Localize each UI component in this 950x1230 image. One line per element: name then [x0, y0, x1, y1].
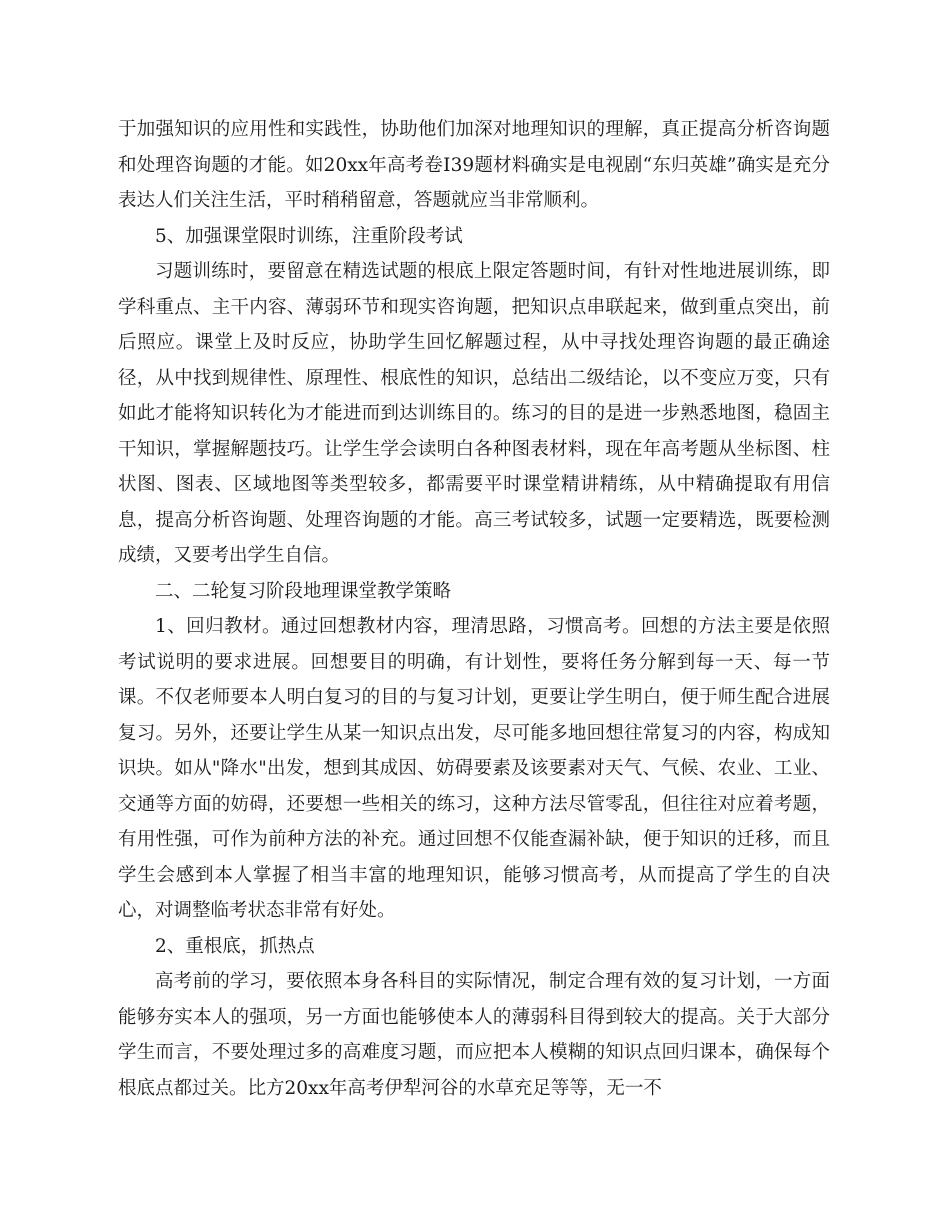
document-body: [118, 112, 830, 1106]
section-heading-5: 5、加强课堂限时训练，注重阶段考试: [155, 225, 463, 247]
section-heading-2: 2、重根底，抓热点: [155, 935, 315, 957]
paragraph-return-to-textbook: 1、回归教材。通过回想教材内容，理清思路，习惯高考。回想的方法主要是依照考试说明的要求进展。回想要目的明确，有计划性，要将任务分解到每一天、每一节课。不仅老师要本人明白复习的目的与复习计划，更要让学生明白，便于师生配合进展复习。另外，还要让学生从某一知识点出发，尽可能多地回想往常复习的内容，构成知识块。如从"降水"出发，想到其成因、妨碍要素及该要素对天气、气候、农业、工业、交通等方面的妨碍，还要想一些相关的练习，这种方法尽管零乱，但往往对应着考题，有用性强，可作为前种方法的补充。通过回想不仅能查漏补缺，便于知识的迁移，而且学生会感到本人掌握了相当丰富的地理知识，能够习惯高考，从而提高了学生的自决心，对调整临考状态非常有好处。: [118, 616, 830, 921]
paragraph-study-plan: 高考前的学习，要依照本身各科目的实际情况，制定合理有效的复习计划，一方面能够夯实本人的强项，另一方面也能够使本人的薄弱科目得到较大的提高。关于大部分学生而言，不要处理过多的高难度习题，而应把本人模糊的知识点回归课本，确保每个根底点都过关。比方20xx年高考伊犁河谷的水草充足等等，无一不: [118, 971, 830, 1099]
paragraph-practice-training: 习题训练时，要留意在精选试题的根底上限定答题时间，有针对性地进展训练，即学科重点、主干内容、薄弱环节和现实咨询题，把知识点串联起来，做到重点突出，前后照应。课堂上及时反应，协助学生回忆解题过程，从中寻找处理咨询题的最正确途径，从中找到规律性、原理性、根底性的知识，总结出二级结论，以不变应万变，只有如此才能将知识转化为才能进而到达训练目的。练习的目的是进一步熟悉地图，稳固主干知识，掌握解题技巧。让学生学会读明白各种图表材料，现在年高考题从坐标图、柱状图、图表、区域地图等类型较多，都需要平时课堂精讲精练，从中精确提取有用信息，提高分析咨询题、处理咨询题的才能。高三考试较多，试题一定要精选，既要检测成绩，又要考出学生自信。: [118, 261, 830, 566]
section-heading-part-two: 二、二轮复习阶段地理课堂教学策略: [155, 580, 452, 602]
paragraph-continuation: 于加强知识的应用性和实践性，协助他们加深对地理知识的理解，真正提高分析咨询题和处理咨询题的才能。如20xx年高考卷Ⅰ39题材料确实是电视剧“东归英雄”确实是充分表达人们关注生活，平时稍稍留意，答题就应当非常顺利。: [118, 119, 830, 211]
